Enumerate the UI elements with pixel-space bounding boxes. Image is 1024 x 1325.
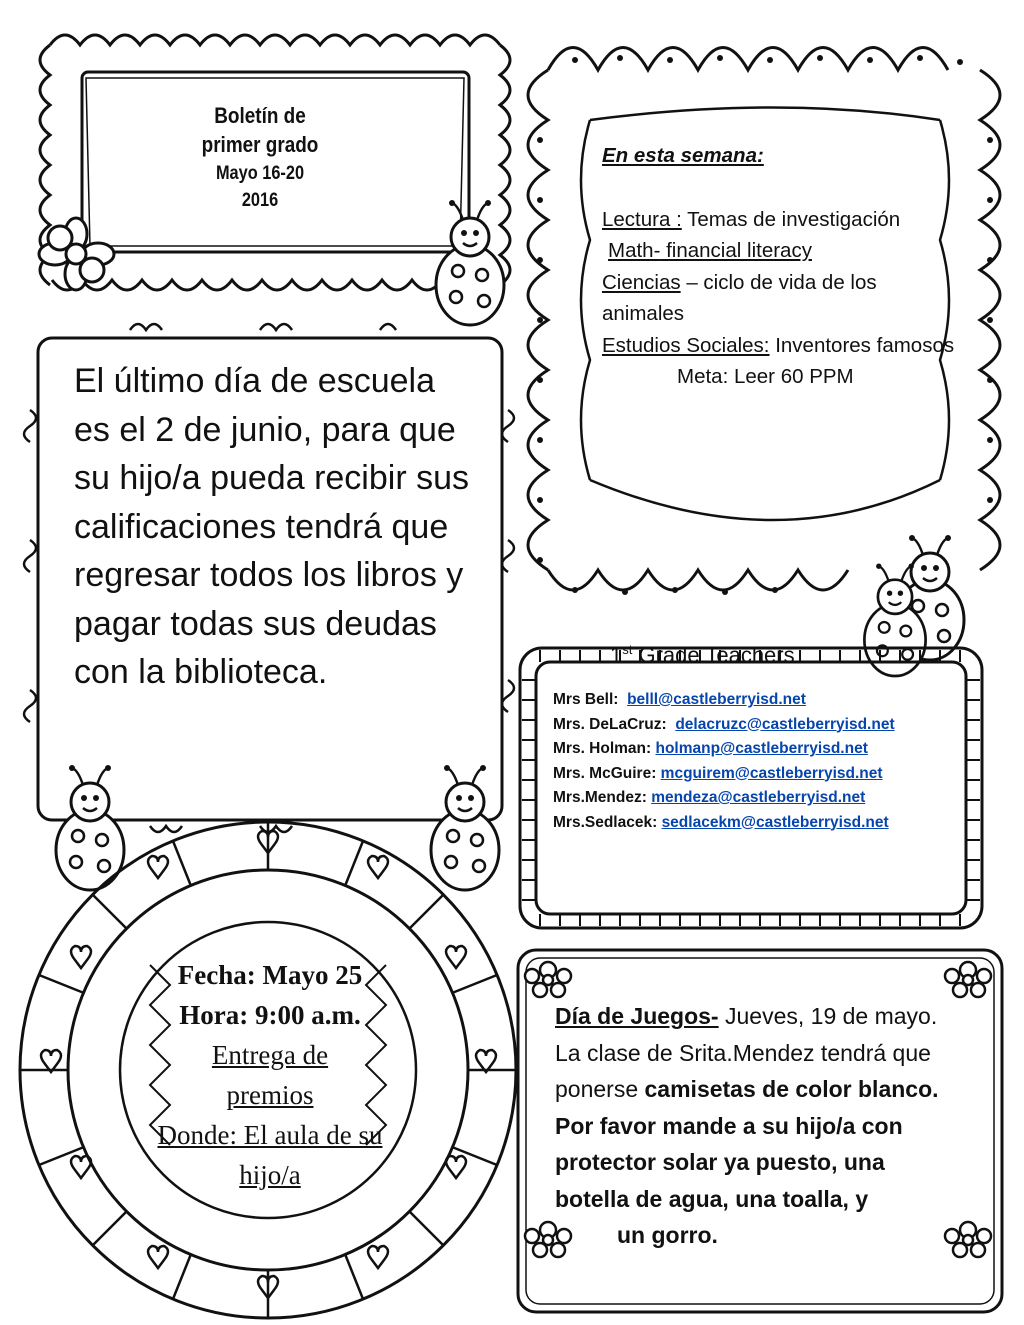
title-line-3: Mayo 16-20 (215, 163, 305, 184)
this-week-section (602, 140, 962, 393)
teacher-email-link[interactable]: mendeza@castleberryisd.net (651, 789, 866, 806)
event-title: Entrega de premios (211, 1040, 329, 1110)
this-week-title: En esta semana: (602, 144, 764, 167)
reading-goal: Meta: Leer 60 PPM (677, 365, 854, 388)
games-day-label: Día de Juegos- (555, 1003, 719, 1029)
subject-label: Ciencias (602, 270, 681, 294)
subject-math (602, 235, 962, 267)
subject-label: Math- (608, 239, 661, 262)
event-location: Donde: El aula de su hijo/a (157, 1120, 383, 1190)
teacher-name: Mrs.Mendez: (553, 789, 647, 806)
title-line-4: 2016 (241, 190, 279, 211)
subject-text: Temas de investigación (681, 207, 901, 231)
teacher-email-link[interactable]: mcguirem@castleberryisd.net (660, 764, 883, 782)
games-day-instructions: camisetas de color blanco. Por favor mande a su hijo/a con protector solar ya puesto, una botella de agua, una toalla, y (555, 1076, 939, 1212)
title-line-1: Boletín de (214, 103, 306, 128)
teacher-email-link[interactable]: belll@castleberryisd.net (627, 691, 806, 708)
teachers-title-text: Grade Teachers (632, 642, 795, 668)
title-line-2: primer grado (201, 132, 319, 157)
teacher-row (553, 786, 895, 811)
games-day-text: Jueves, 19 de mayo. La clase de Srita.Mendez tendrá que ponerse (555, 1003, 938, 1102)
teacher-name: Mrs Bell: (553, 691, 619, 708)
teachers-title-number: 1 (610, 642, 623, 668)
teacher-name: Mrs. DeLaCruz: (553, 715, 667, 733)
teachers-title (610, 642, 795, 668)
teacher-email-link[interactable]: holmanp@castleberryisd.net (655, 740, 868, 757)
subject-label: Estudios Sociales: (602, 333, 770, 357)
subject-label: Lectura : (602, 207, 682, 231)
teacher-name: Mrs. Holman: (553, 740, 652, 757)
newsletter-title (165, 102, 354, 214)
event-time: Hora: 9:00 a.m. (179, 1000, 361, 1030)
teacher-list (553, 688, 895, 835)
awards-event (128, 955, 412, 1195)
teacher-email-link[interactable]: delacruzc@castleberryisd.net (675, 715, 895, 733)
subject-text: Inventores famosos (769, 333, 955, 357)
teacher-row (553, 688, 895, 713)
event-date: Fecha: Mayo 25 (177, 960, 363, 990)
teacher-row (553, 737, 895, 762)
teacher-email-link[interactable]: sedlacekm@castleberryisd.net (661, 813, 889, 831)
subject-reading (602, 204, 962, 236)
teachers-title-suffix: st (622, 642, 633, 657)
subject-social-studies (602, 330, 962, 362)
subject-science (602, 267, 962, 330)
games-day-section (555, 998, 945, 1254)
teacher-row (553, 762, 895, 787)
teacher-row (553, 713, 895, 738)
subject-text: financial literacy (660, 239, 812, 262)
subject-text: – ciclo de vida de los animales (602, 270, 877, 325)
teacher-row (553, 811, 895, 836)
teacher-name: Mrs. McGuire: (553, 764, 657, 782)
games-day-last-line: un gorro. (617, 1222, 718, 1248)
teacher-name: Mrs.Sedlacek: (553, 813, 658, 831)
last-day-notice: El último día de escuela es el 2 de junio, para que su hijo/a pueda recibir sus calificaciones tendrá que regresar todos los libros y pagar todas sus deudas con la biblioteca. (74, 362, 470, 691)
